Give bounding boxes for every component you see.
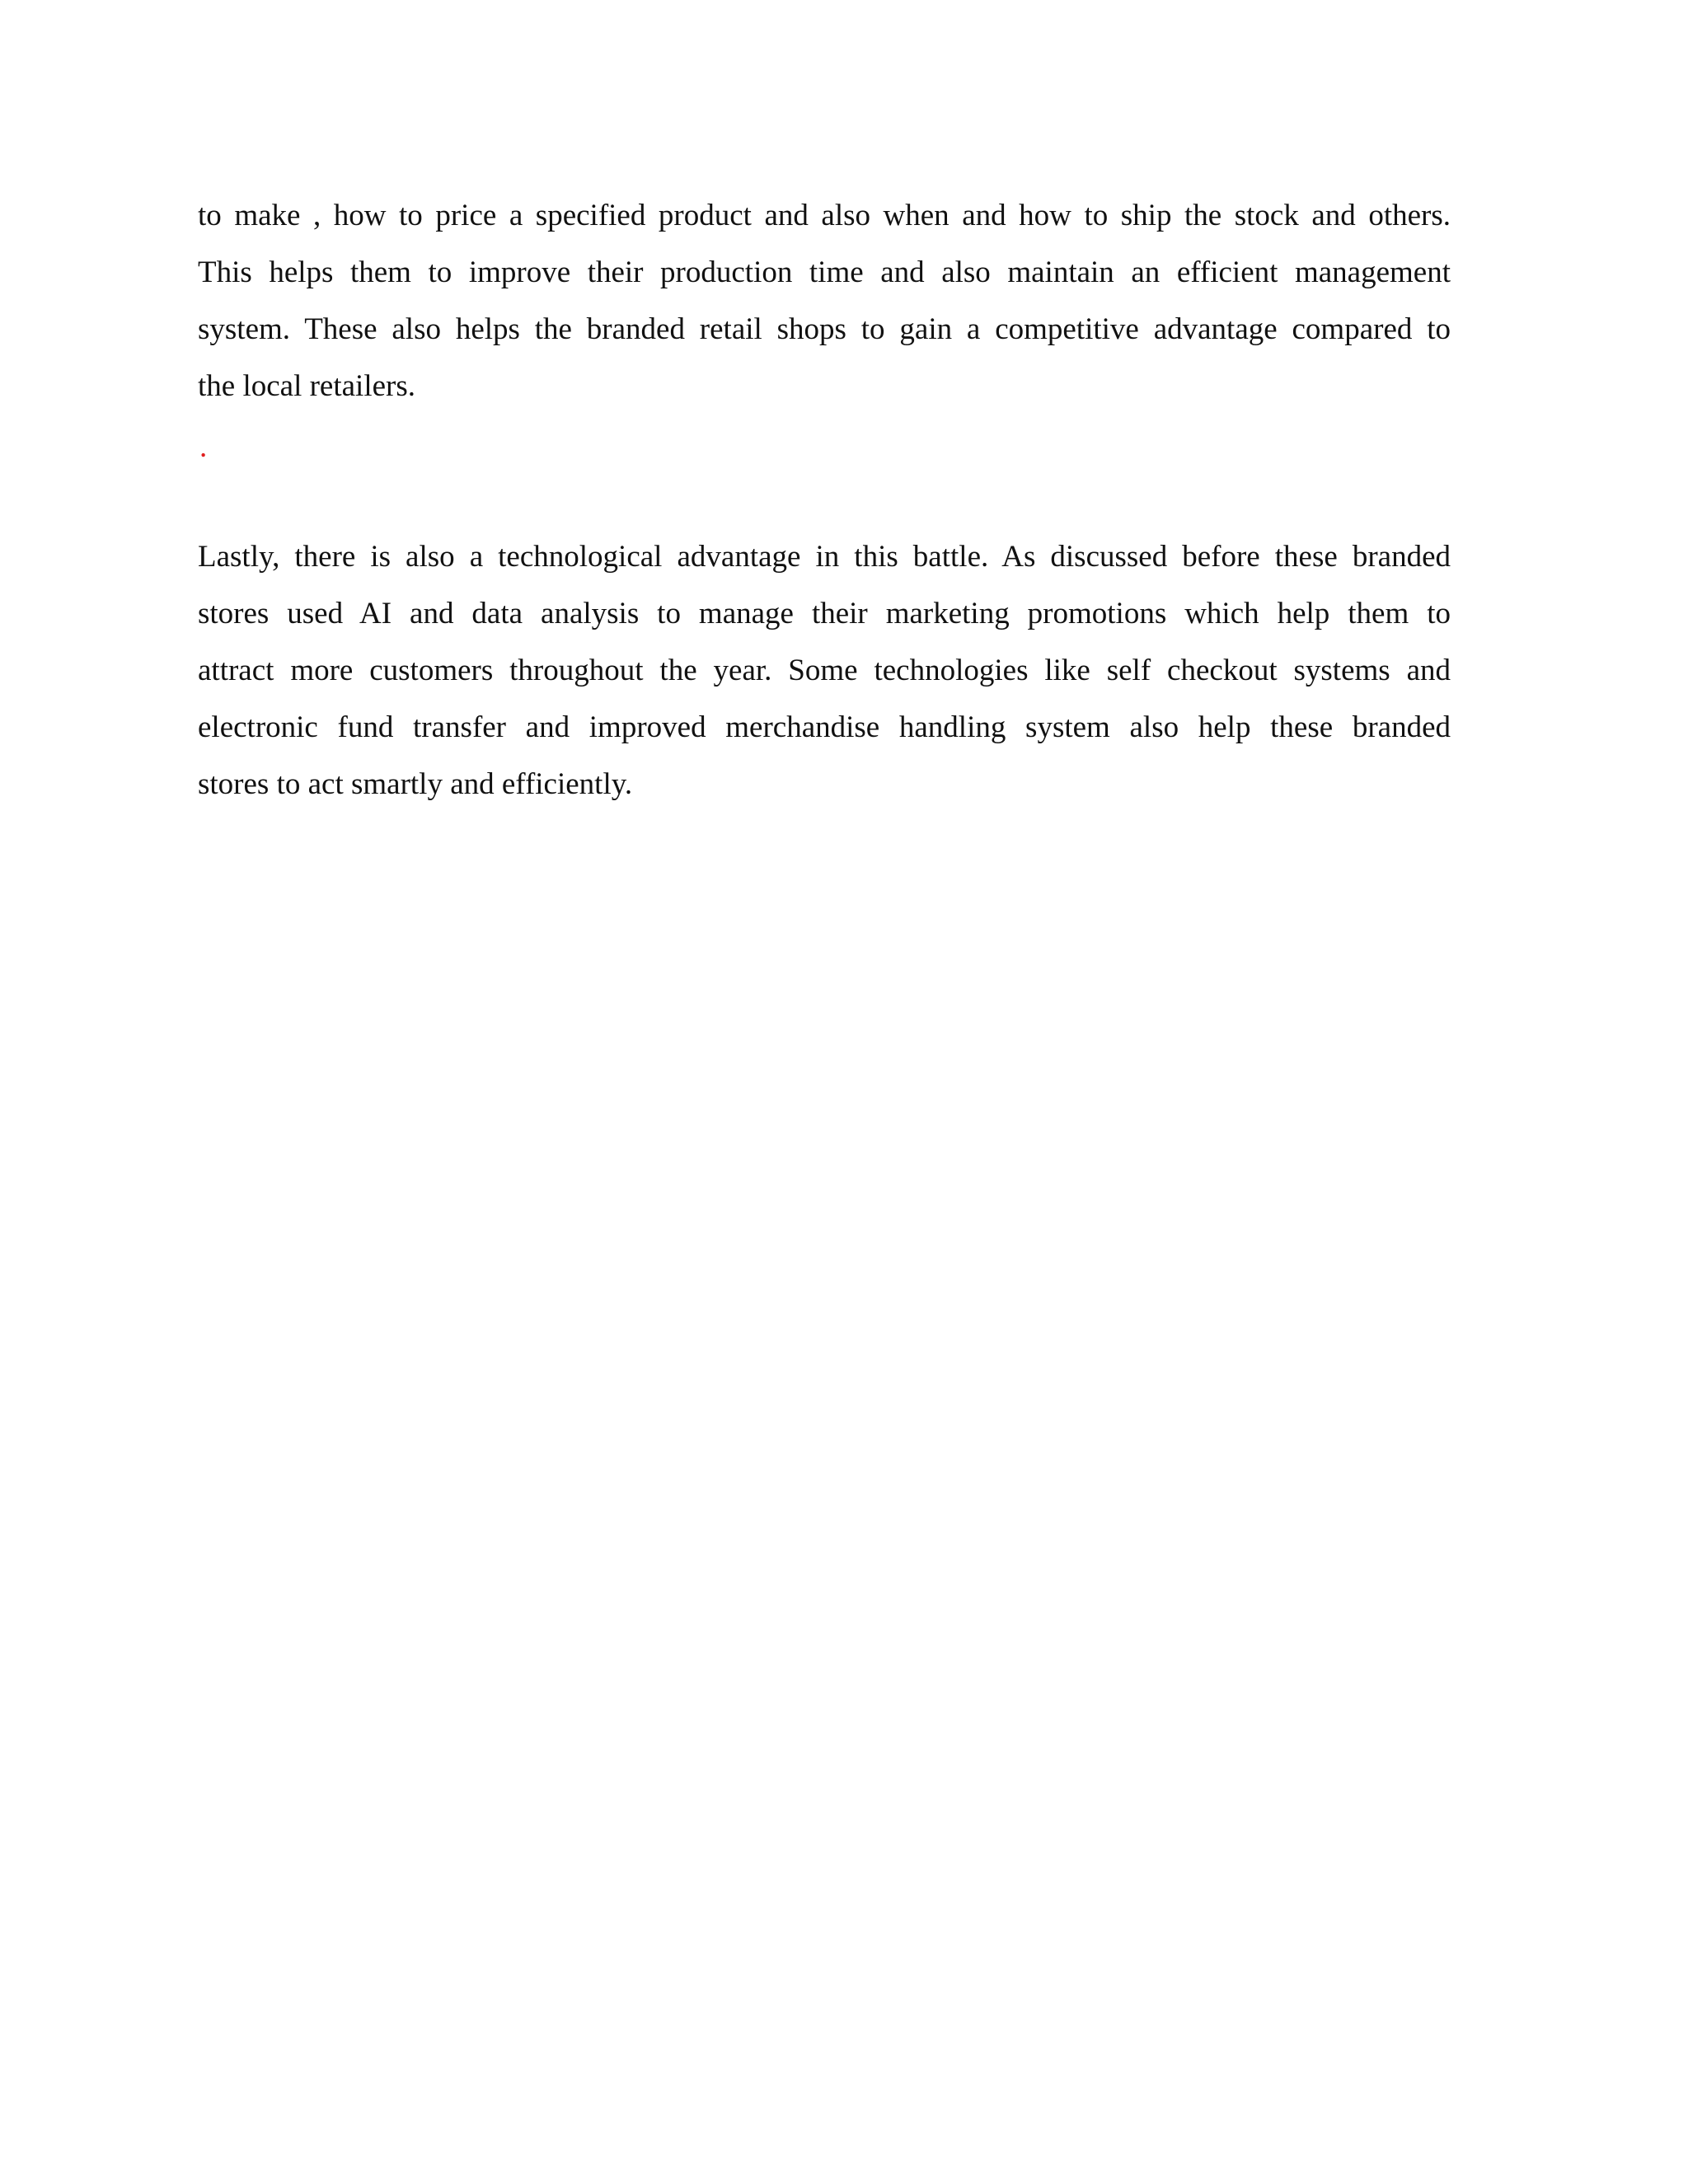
paragraph-1-line: the local retailers. bbox=[198, 369, 416, 403]
paragraph-2 bbox=[198, 528, 1451, 813]
paragraph-2-line: electronic fund transfer and improved merchandise handling system also help these branded bbox=[198, 710, 1451, 744]
paragraph-1 bbox=[198, 187, 1451, 415]
paragraph-2-line: attract more customers throughout the year. Some technologies like self checkout systems and bbox=[198, 654, 1451, 687]
paragraph-1-line: to make , how to price a specified product and also when and how to ship the stock and others. bbox=[198, 199, 1451, 232]
red-dot-marker: . bbox=[199, 430, 208, 464]
paragraph-1-line: system. These also helps the branded retail shops to gain a competitive advantage compared to bbox=[198, 312, 1451, 346]
paragraph-2-line: Lastly, there is also a technological advantage in this battle. As discussed before these branded bbox=[198, 540, 1451, 574]
paragraph-2-line: stores used AI and data analysis to manage their marketing promotions which help them to bbox=[198, 597, 1451, 630]
paragraph-2-line: stores to act smartly and efficiently. bbox=[198, 767, 633, 801]
paragraph-1-line: This helps them to improve their production time and also maintain an efficient management bbox=[198, 255, 1451, 289]
